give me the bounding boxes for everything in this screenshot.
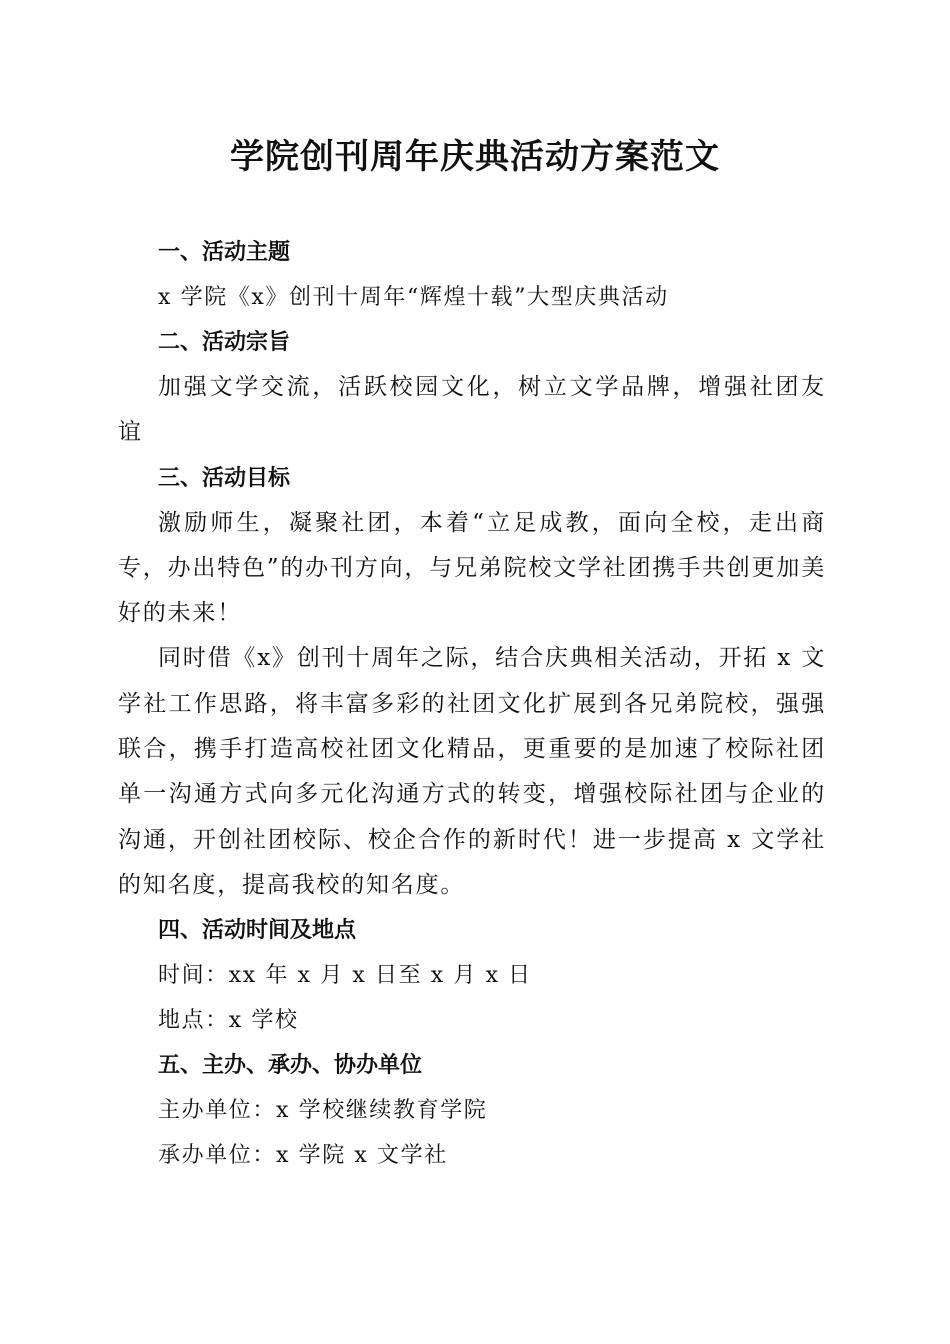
document-title: 学院创刊周年庆典活动方案范文 [230, 137, 720, 177]
place-line: 地点：x 学校 [158, 1008, 299, 1034]
document-body [118, 230, 826, 1178]
section-heading: 五、主办、承办、协办单位 [158, 1053, 423, 1079]
time-line: 时间：xx 年 x 月 x 日至 x 月 x 日 [158, 963, 532, 989]
section-heading: 一、活动主题 [158, 240, 291, 265]
section-paragraph: x 学院《x》创刊十周年“辉煌十载”大型庆典活动 [158, 285, 669, 310]
organizer-line: 承办单位：x 学院 x 文学社 [158, 1143, 448, 1169]
section-paragraph: 同时借《x》创刊十周年之际，结合庆典相关活动，开拓 x 文学社工作思路，将丰富多彩的社团文化扩展到各兄弟院校，强强联合，携手打造高校社团文化精品，更重要的是加速了校际社团单一沟通方式向多元化沟通方式的转变，增强校际社团与企业的沟通，开创社团校际、校企合作的新时代！进一步提高 x 文学社的知名度，提高我校的知名度。 [118, 645, 826, 898]
section-heading: 四、活动时间及地点 [158, 918, 357, 944]
section-heading: 二、活动宗旨 [158, 330, 291, 355]
section-time-place [118, 908, 826, 1043]
section-paragraph: 加强文学交流，活跃校园文化，树立文学品牌，增强社团友谊 [118, 374, 826, 446]
section-organizers [118, 1043, 826, 1178]
section-goal [118, 456, 826, 909]
section-heading: 三、活动目标 [158, 465, 291, 491]
section-paragraph: 激励师生，凝聚社团，本着“立足成教，面向全校，走出商专，办出特色”的办刊方向，与兄弟院校文学社团携手共创更加美好的未来！ [118, 509, 826, 627]
section-purpose [118, 320, 826, 456]
section-theme [118, 230, 826, 320]
host-line: 主办单位：x 学校继续教育学院 [158, 1098, 488, 1124]
